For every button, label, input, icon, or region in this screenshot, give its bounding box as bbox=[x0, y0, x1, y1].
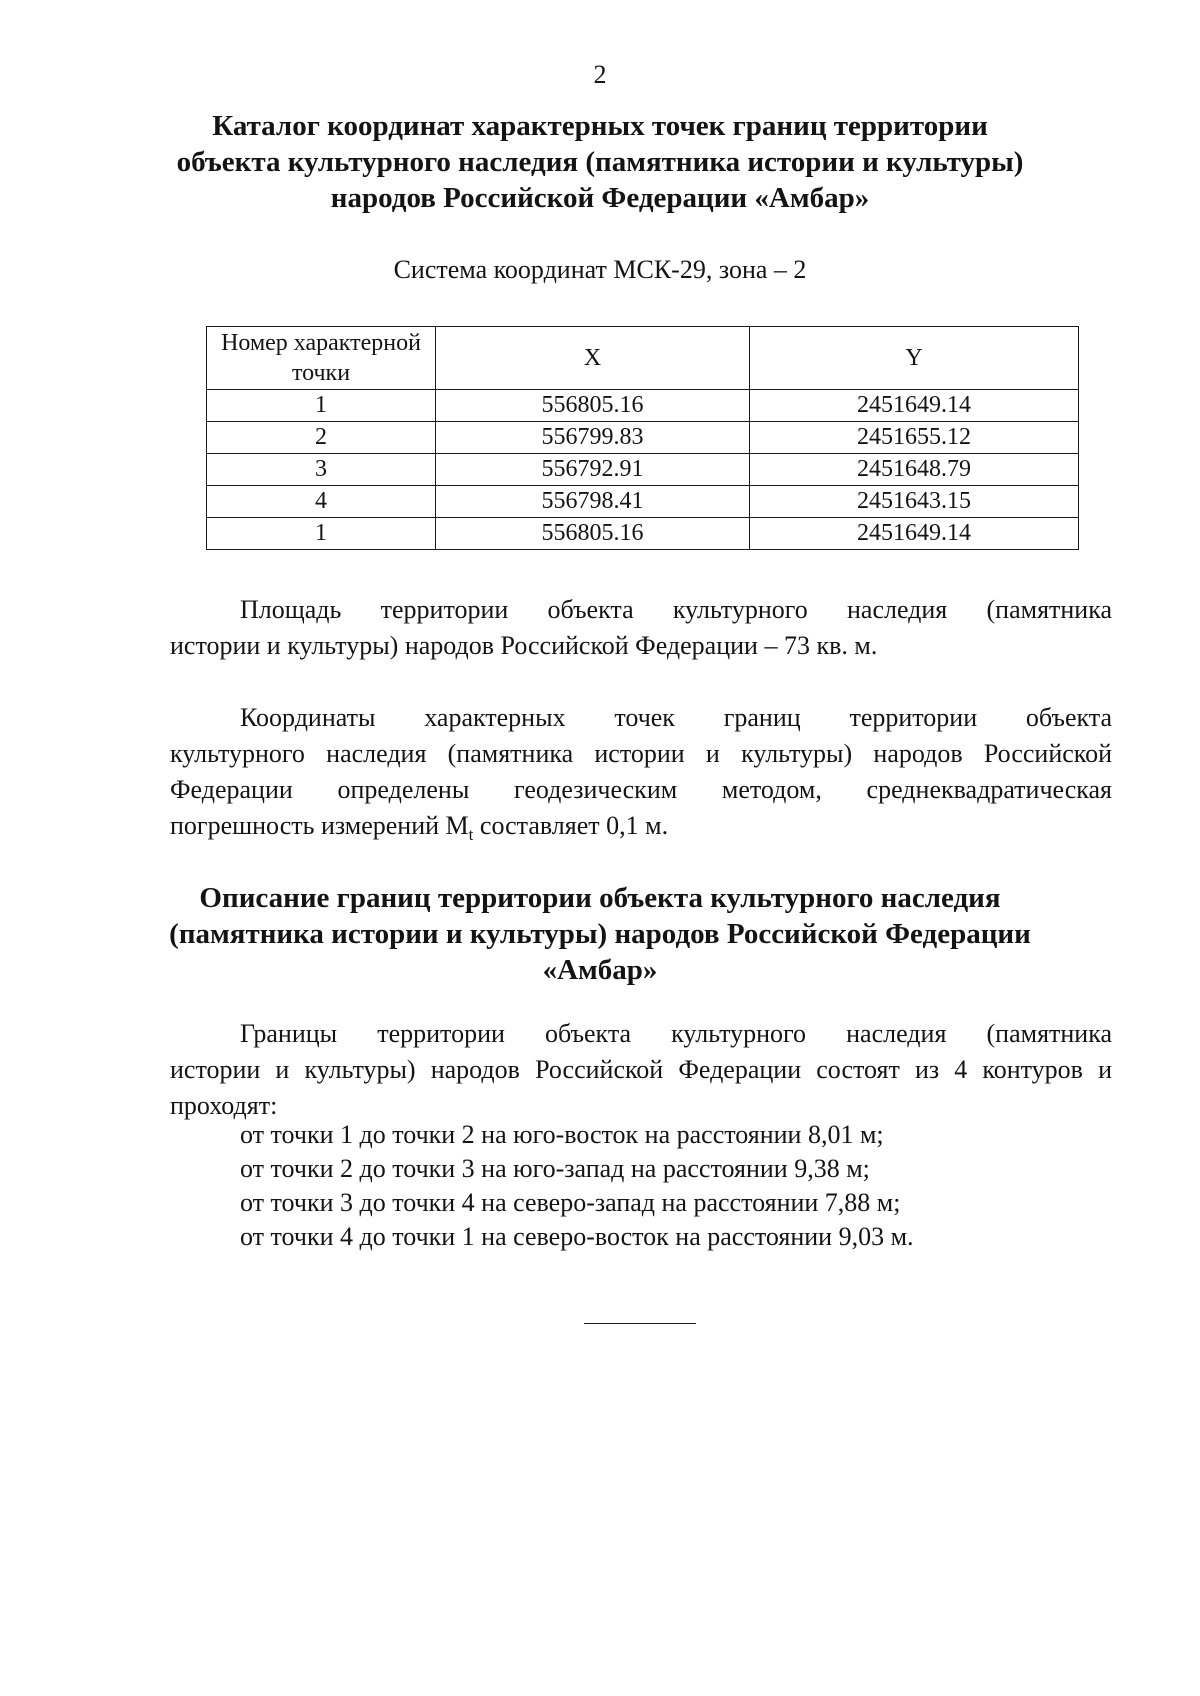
cell-x: 556792.91 bbox=[436, 454, 750, 486]
paragraph-line: Координаты характерных точек границ территории объекта bbox=[240, 703, 1112, 732]
table-header-row bbox=[207, 327, 1079, 390]
error-value-text: составляет 0,1 м. bbox=[473, 811, 669, 840]
paragraph-line: истории и культуры) народов Российской Федерации – 73 кв. м. bbox=[170, 631, 878, 660]
cell-y: 2451643.15 bbox=[750, 486, 1079, 518]
end-divider bbox=[584, 1323, 696, 1324]
header-point-number-line: точки bbox=[291, 360, 351, 386]
boundary-paragraph bbox=[170, 1016, 1112, 1124]
cell-point: 4 bbox=[207, 486, 436, 518]
page-number: 2 bbox=[593, 60, 607, 89]
header-point-number-line: Номер характерной bbox=[221, 330, 421, 356]
cell-point: 3 bbox=[207, 454, 436, 486]
paragraph-line: культурного наследия (памятника истории и культуры) народов Российской bbox=[170, 739, 1112, 768]
cell-x: 556798.41 bbox=[436, 486, 750, 518]
route-item: от точки 4 до точки 1 на северо-восток на расстоянии 9,03 м. bbox=[240, 1222, 914, 1251]
table-row bbox=[207, 390, 1079, 422]
description-title-line: Описание границ территории объекта культурного наследия bbox=[199, 882, 1001, 914]
table-row bbox=[207, 486, 1079, 518]
paragraph-line bbox=[170, 808, 1112, 853]
paragraph-line: Границы территории объекта культурного наследия (памятника bbox=[240, 1019, 1112, 1048]
header-point-number bbox=[207, 327, 436, 390]
route-item: от точки 2 до точки 3 на юго-запад на расстоянии 9,38 м; bbox=[240, 1154, 870, 1183]
error-subscript: t bbox=[468, 825, 474, 845]
paragraph-line: истории и культуры) народов Российской Федерации состоят из 4 контуров и bbox=[170, 1055, 1112, 1084]
cell-y: 2451655.12 bbox=[750, 422, 1079, 454]
catalog-title bbox=[150, 108, 1050, 216]
paragraph-line: проходят: bbox=[170, 1091, 278, 1120]
cell-x: 556799.83 bbox=[436, 422, 750, 454]
catalog-title-line: объекта культурного наследия (памятника истории и культуры) bbox=[176, 146, 1024, 178]
route-item: от точки 1 до точки 2 на юго-восток на расстоянии 8,01 м; bbox=[240, 1120, 884, 1149]
cell-point: 1 bbox=[207, 518, 436, 550]
catalog-title-line: Каталог координат характерных точек границ территории bbox=[212, 110, 988, 142]
cell-x: 556805.16 bbox=[436, 518, 750, 550]
description-title-line: (памятника истории и культуры) народов Российской Федерации bbox=[169, 918, 1031, 950]
header-y: Y bbox=[750, 327, 1079, 390]
paragraph-line: Площадь территории объекта культурного наследия (памятника bbox=[240, 595, 1112, 624]
cell-point: 1 bbox=[207, 390, 436, 422]
cell-point: 2 bbox=[207, 422, 436, 454]
description-title bbox=[150, 880, 1050, 988]
table-row bbox=[207, 422, 1079, 454]
coordinate-system: Система координат МСК-29, зона – 2 bbox=[393, 255, 807, 284]
route-item: от точки 3 до точки 4 на северо-запад на расстоянии 7,88 м; bbox=[240, 1188, 901, 1217]
cell-y: 2451649.14 bbox=[750, 518, 1079, 550]
paragraph-line: Федерации определены геодезическим методом, среднеквадратическая bbox=[170, 775, 1112, 804]
table-row bbox=[207, 454, 1079, 486]
table-row bbox=[207, 518, 1079, 550]
error-text: погрешность измерений M bbox=[170, 811, 469, 840]
cell-y: 2451649.14 bbox=[750, 390, 1079, 422]
method-paragraph bbox=[170, 700, 1112, 853]
catalog-title-line: народов Российской Федерации «Амбар» bbox=[330, 182, 870, 214]
area-paragraph bbox=[170, 592, 1112, 664]
description-title-line: «Амбар» bbox=[542, 954, 658, 986]
cell-x: 556805.16 bbox=[436, 390, 750, 422]
route-list bbox=[240, 1118, 914, 1254]
header-x: X bbox=[436, 327, 750, 390]
coordinates-table bbox=[206, 326, 1079, 550]
cell-y: 2451648.79 bbox=[750, 454, 1079, 486]
